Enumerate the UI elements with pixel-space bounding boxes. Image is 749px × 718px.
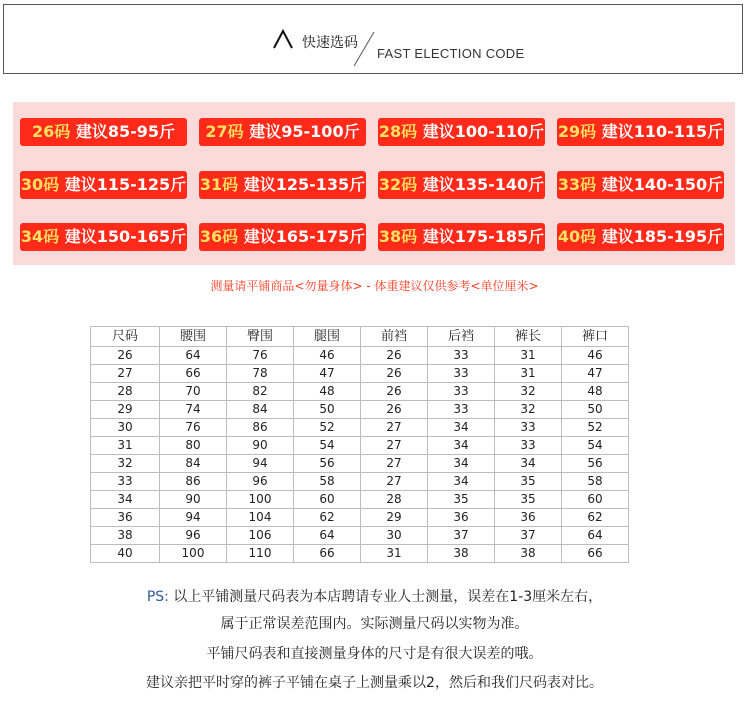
table-cell: 38 — [428, 545, 495, 563]
table-cell: 48 — [562, 383, 629, 401]
table-cell: 46 — [294, 347, 361, 365]
table-cell: 34 — [428, 419, 495, 437]
table-cell: 33 — [495, 419, 562, 437]
table-row — [91, 527, 629, 545]
size-chip-size: 38码 — [378, 227, 418, 246]
table-cell: 66 — [562, 545, 629, 563]
table-cell: 36 — [91, 509, 160, 527]
table-cell: 30 — [361, 527, 428, 545]
table-cell: 35 — [428, 491, 495, 509]
table-header-cell: 腰围 — [160, 327, 227, 347]
table-row — [91, 491, 629, 509]
table-cell: 29 — [361, 509, 428, 527]
table-cell: 78 — [227, 365, 294, 383]
size-chip-size: 29码 — [557, 122, 597, 141]
table-cell: 62 — [562, 509, 629, 527]
size-chip — [557, 223, 724, 251]
size-chip — [557, 171, 724, 199]
size-table — [90, 326, 629, 563]
table-cell: 26 — [361, 347, 428, 365]
table-header-cell: 前裆 — [361, 327, 428, 347]
size-chip-size: 30码 — [20, 175, 60, 194]
table-row — [91, 473, 629, 491]
table-row — [91, 455, 629, 473]
size-chip-advice: 建议115-125斤 — [64, 175, 187, 194]
table-cell: 76 — [160, 419, 227, 437]
size-chip-size: 40码 — [557, 227, 597, 246]
table-cell: 90 — [227, 437, 294, 455]
table-cell: 35 — [495, 491, 562, 509]
table-cell: 104 — [227, 509, 294, 527]
table-cell: 26 — [361, 383, 428, 401]
size-chip-size: 32码 — [378, 175, 418, 194]
size-chip-advice: 建议85-95斤 — [75, 122, 176, 141]
table-header-cell: 后裆 — [428, 327, 495, 347]
table-cell: 26 — [361, 365, 428, 383]
size-chip — [378, 171, 545, 199]
table-cell: 33 — [428, 401, 495, 419]
table-cell: 80 — [160, 437, 227, 455]
table-cell: 110 — [227, 545, 294, 563]
table-cell: 34 — [91, 491, 160, 509]
table-cell: 54 — [294, 437, 361, 455]
table-cell: 31 — [495, 365, 562, 383]
table-cell: 28 — [361, 491, 428, 509]
table-cell: 60 — [562, 491, 629, 509]
table-cell: 76 — [227, 347, 294, 365]
table-cell: 36 — [428, 509, 495, 527]
table-row — [91, 545, 629, 563]
size-chip — [20, 118, 187, 146]
table-cell: 86 — [160, 473, 227, 491]
table-cell: 32 — [91, 455, 160, 473]
table-cell: 33 — [428, 383, 495, 401]
table-cell: 58 — [294, 473, 361, 491]
table-cell: 82 — [227, 383, 294, 401]
size-chip-size: 34码 — [20, 227, 60, 246]
slash-divider-icon — [352, 31, 376, 67]
table-cell: 52 — [294, 419, 361, 437]
size-chip — [557, 118, 724, 146]
size-chip-size: 28码 — [378, 122, 418, 141]
table-row — [91, 437, 629, 455]
table-cell: 66 — [160, 365, 227, 383]
table-cell: 34 — [428, 473, 495, 491]
table-cell: 84 — [227, 401, 294, 419]
table-cell: 34 — [495, 455, 562, 473]
size-chip-advice: 建议150-165斤 — [64, 227, 187, 246]
size-chip — [378, 118, 545, 146]
table-cell: 54 — [562, 437, 629, 455]
table-cell: 33 — [91, 473, 160, 491]
table-cell: 56 — [294, 455, 361, 473]
table-cell: 31 — [91, 437, 160, 455]
table-cell: 34 — [428, 437, 495, 455]
table-cell: 86 — [227, 419, 294, 437]
size-chip — [20, 171, 187, 199]
ps-tag: PS: — [146, 589, 169, 605]
table-cell: 40 — [91, 545, 160, 563]
table-row — [91, 347, 629, 365]
size-chip — [199, 118, 366, 146]
table-cell: 38 — [495, 545, 562, 563]
table-cell: 32 — [495, 383, 562, 401]
table-cell: 33 — [428, 347, 495, 365]
table-cell: 96 — [160, 527, 227, 545]
table-cell: 31 — [495, 347, 562, 365]
table-cell: 46 — [562, 347, 629, 365]
size-chip — [199, 171, 366, 199]
table-cell: 100 — [160, 545, 227, 563]
size-chip-advice: 建议110-115斤 — [601, 122, 724, 141]
table-cell: 33 — [428, 365, 495, 383]
table-cell: 52 — [562, 419, 629, 437]
size-chip-size: 36码 — [199, 227, 239, 246]
ps-line-2: 属于正常误差范围内。实际测量尺码以实物为准。 — [220, 616, 529, 632]
table-cell: 27 — [361, 455, 428, 473]
size-chip-advice: 建议165-175斤 — [243, 227, 366, 246]
table-cell: 94 — [160, 509, 227, 527]
size-chip-advice: 建议185-195斤 — [601, 227, 724, 246]
size-chip-advice: 建议135-140斤 — [422, 175, 545, 194]
table-cell: 27 — [361, 419, 428, 437]
table-cell: 37 — [428, 527, 495, 545]
size-chip-advice: 建议95-100斤 — [249, 122, 360, 141]
table-row — [91, 509, 629, 527]
table-cell: 26 — [361, 401, 428, 419]
table-header-row — [91, 327, 629, 347]
table-row — [91, 365, 629, 383]
table-body — [91, 347, 629, 563]
table-cell: 32 — [495, 401, 562, 419]
table-row — [91, 419, 629, 437]
table-cell: 90 — [160, 491, 227, 509]
ps-line-1 — [0, 586, 749, 606]
table-cell: 27 — [91, 365, 160, 383]
table-header-cell: 尺码 — [91, 327, 160, 347]
size-chip-size: 26码 — [31, 122, 71, 141]
table-cell: 84 — [160, 455, 227, 473]
table-cell: 26 — [91, 347, 160, 365]
ps-line-1-text: 以上平铺测量尺码表为本店聘请专业人士测量，误差在1-3厘米左右， — [168, 589, 603, 605]
table-cell: 106 — [227, 527, 294, 545]
ps-line-3: 平铺尺码表和直接测量身体的尺寸是有很大误差的哦。 — [206, 646, 543, 662]
size-chip — [20, 223, 187, 251]
size-chip-size: 31码 — [199, 175, 239, 194]
table-cell: 64 — [294, 527, 361, 545]
table-header-cell: 裤长 — [495, 327, 562, 347]
ps-line-4: 建议亲把平时穿的裤子平铺在桌子上测量乘以2，然后和我们尺码表对比。 — [146, 675, 603, 691]
size-chip-advice: 建议125-135斤 — [243, 175, 366, 194]
header-banner — [3, 4, 743, 74]
table-cell: 37 — [495, 527, 562, 545]
table-cell: 60 — [294, 491, 361, 509]
table-cell: 50 — [562, 401, 629, 419]
table-cell: 27 — [361, 437, 428, 455]
table-cell: 38 — [91, 527, 160, 545]
size-chip-advice: 建议175-185斤 — [422, 227, 545, 246]
table-cell: 34 — [428, 455, 495, 473]
table-row — [91, 401, 629, 419]
table-cell: 58 — [562, 473, 629, 491]
header-title: 快速选码 — [302, 35, 358, 51]
table-cell: 29 — [91, 401, 160, 419]
table-cell: 74 — [160, 401, 227, 419]
size-chip — [378, 223, 545, 251]
size-chip-advice: 建议140-150斤 — [601, 175, 724, 194]
table-cell: 30 — [91, 419, 160, 437]
table-cell: 50 — [294, 401, 361, 419]
size-chip-advice: 建议100-110斤 — [422, 122, 545, 141]
table-cell: 100 — [227, 491, 294, 509]
table-cell: 96 — [227, 473, 294, 491]
table-cell: 33 — [495, 437, 562, 455]
size-chip-size: 27码 — [205, 122, 244, 141]
size-chip-size: 33码 — [557, 175, 597, 194]
table-cell: 35 — [495, 473, 562, 491]
table-cell: 56 — [562, 455, 629, 473]
table-header-cell: 臀围 — [227, 327, 294, 347]
table-cell: 66 — [294, 545, 361, 563]
table-header-cell: 裤口 — [562, 327, 629, 347]
table-cell: 64 — [562, 527, 629, 545]
table-cell: 31 — [361, 545, 428, 563]
table-header-cell: 腿围 — [294, 327, 361, 347]
table-cell: 70 — [160, 383, 227, 401]
table-cell: 27 — [361, 473, 428, 491]
table-cell: 94 — [227, 455, 294, 473]
table-cell: 48 — [294, 383, 361, 401]
table-cell: 64 — [160, 347, 227, 365]
table-cell: 28 — [91, 383, 160, 401]
table-cell: 47 — [294, 365, 361, 383]
header-subtitle: FAST ELECTION CODE — [377, 46, 525, 61]
table-row — [91, 383, 629, 401]
size-chip — [199, 223, 366, 251]
table-cell: 62 — [294, 509, 361, 527]
measure-note: 测量请平铺商品<勿量身体> - 体重建议仅供参考<单位厘米> — [210, 279, 539, 293]
caret-up-icon — [272, 29, 294, 49]
table-cell: 47 — [562, 365, 629, 383]
table-cell: 36 — [495, 509, 562, 527]
